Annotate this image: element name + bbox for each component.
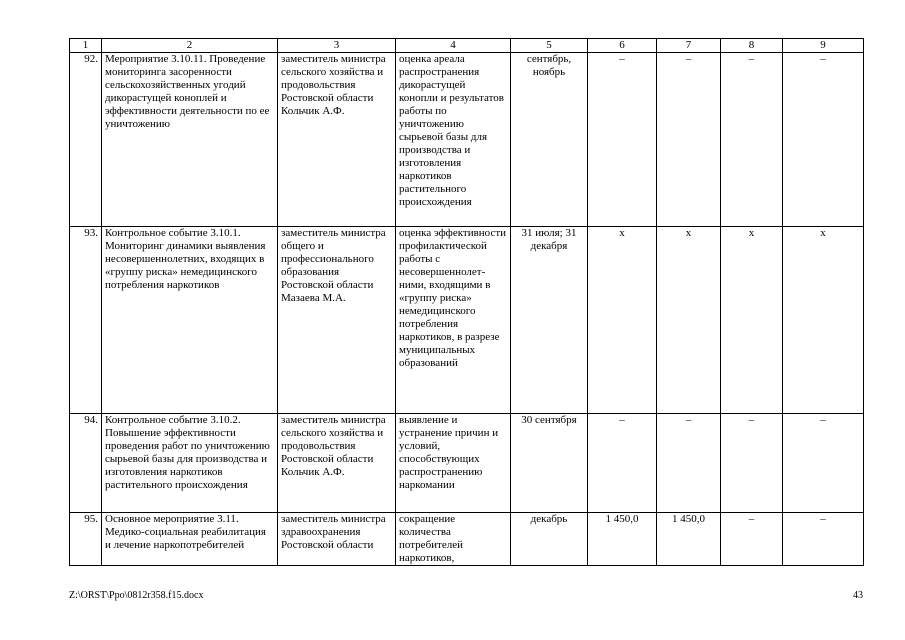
value-col8: – bbox=[721, 414, 783, 513]
expected-result: оценка ареала распространения дикорастущей конопли и результатов работы по уничтожению сырьевой базы для производства и изготовления наркотиков растительного происхождения bbox=[396, 53, 511, 227]
header-cell: 2 bbox=[102, 39, 278, 53]
expected-result: оценка эффективности профилактической работы с несовершеннолет-ними, входящими в «группу риска» немедицинского потребления наркотиков, в разрезе муниципальных образований bbox=[396, 227, 511, 414]
measure-title: Основное мероприятие 3.11. Медико-социальная реабилитация и лечение наркопотребителей bbox=[102, 513, 278, 566]
value-col7: 1 450,0 bbox=[657, 513, 721, 566]
page-number: 43 bbox=[853, 590, 863, 601]
table-row bbox=[70, 53, 864, 227]
deadline: декабрь bbox=[511, 513, 588, 566]
row-number: 94. bbox=[70, 414, 102, 513]
row-number: 93. bbox=[70, 227, 102, 414]
value-col6: – bbox=[588, 414, 657, 513]
responsible-person: заместитель министра общего и профессионального образования Ростовской области Мазаева М.А. bbox=[278, 227, 396, 414]
value-col7: – bbox=[657, 414, 721, 513]
measure-title: Контрольное событие 3.10.1. Мониторинг динамики выявления несовершеннолетних, входящих в «группу риска» немедицинского потребления наркотиков bbox=[102, 227, 278, 414]
responsible-person: заместитель министра сельского хозяйства и продовольствия Ростовской области Кольчик А.Ф. bbox=[278, 414, 396, 513]
value-col8: – bbox=[721, 513, 783, 566]
measure-title: Мероприятие 3.10.11. Проведение мониторинга засоренности сельскохозяйственных угодий дикорастущей коноплей и эффективности деятельности по ее уничтожению bbox=[102, 53, 278, 227]
footer-file-path: Z:\ORST\Ppo\0812r358.f15.docx bbox=[69, 590, 204, 601]
header-cell: 7 bbox=[657, 39, 721, 53]
value-col9: х bbox=[783, 227, 864, 414]
deadline: сентябрь, ноябрь bbox=[511, 53, 588, 227]
header-cell: 8 bbox=[721, 39, 783, 53]
value-col7: – bbox=[657, 53, 721, 227]
header-cell: 5 bbox=[511, 39, 588, 53]
value-col8: х bbox=[721, 227, 783, 414]
expected-result: сокращение количества потребителей наркотиков, bbox=[396, 513, 511, 566]
row-number: 92. bbox=[70, 53, 102, 227]
measure-title: Контрольное событие 3.10.2. Повышение эффективности проведения работ по уничтожению сырьевой базы для производства и изготовления наркотиков растительного происхождения bbox=[102, 414, 278, 513]
table-row bbox=[70, 414, 864, 513]
value-col6: 1 450,0 bbox=[588, 513, 657, 566]
responsible-person: заместитель министра здравоохранения Ростовской области bbox=[278, 513, 396, 566]
expected-result: выявление и устранение причин и условий, способствующих распространению наркомании bbox=[396, 414, 511, 513]
deadline: 31 июля; 31 декабря bbox=[511, 227, 588, 414]
header-cell: 1 bbox=[70, 39, 102, 53]
header-cell: 4 bbox=[396, 39, 511, 53]
table-row bbox=[70, 227, 864, 414]
value-col7: х bbox=[657, 227, 721, 414]
responsible-person: заместитель министра сельского хозяйства и продовольствия Ростовской области Кольчик А.Ф. bbox=[278, 53, 396, 227]
header-cell: 9 bbox=[783, 39, 864, 53]
header-cell: 6 bbox=[588, 39, 657, 53]
table-header-row bbox=[70, 39, 864, 53]
measures-table bbox=[69, 38, 864, 566]
value-col6: х bbox=[588, 227, 657, 414]
table-row bbox=[70, 513, 864, 566]
value-col6: – bbox=[588, 53, 657, 227]
row-number: 95. bbox=[70, 513, 102, 566]
value-col9: – bbox=[783, 513, 864, 566]
value-col8: – bbox=[721, 53, 783, 227]
header-cell: 3 bbox=[278, 39, 396, 53]
deadline: 30 сентября bbox=[511, 414, 588, 513]
value-col9: – bbox=[783, 53, 864, 227]
value-col9: – bbox=[783, 414, 864, 513]
